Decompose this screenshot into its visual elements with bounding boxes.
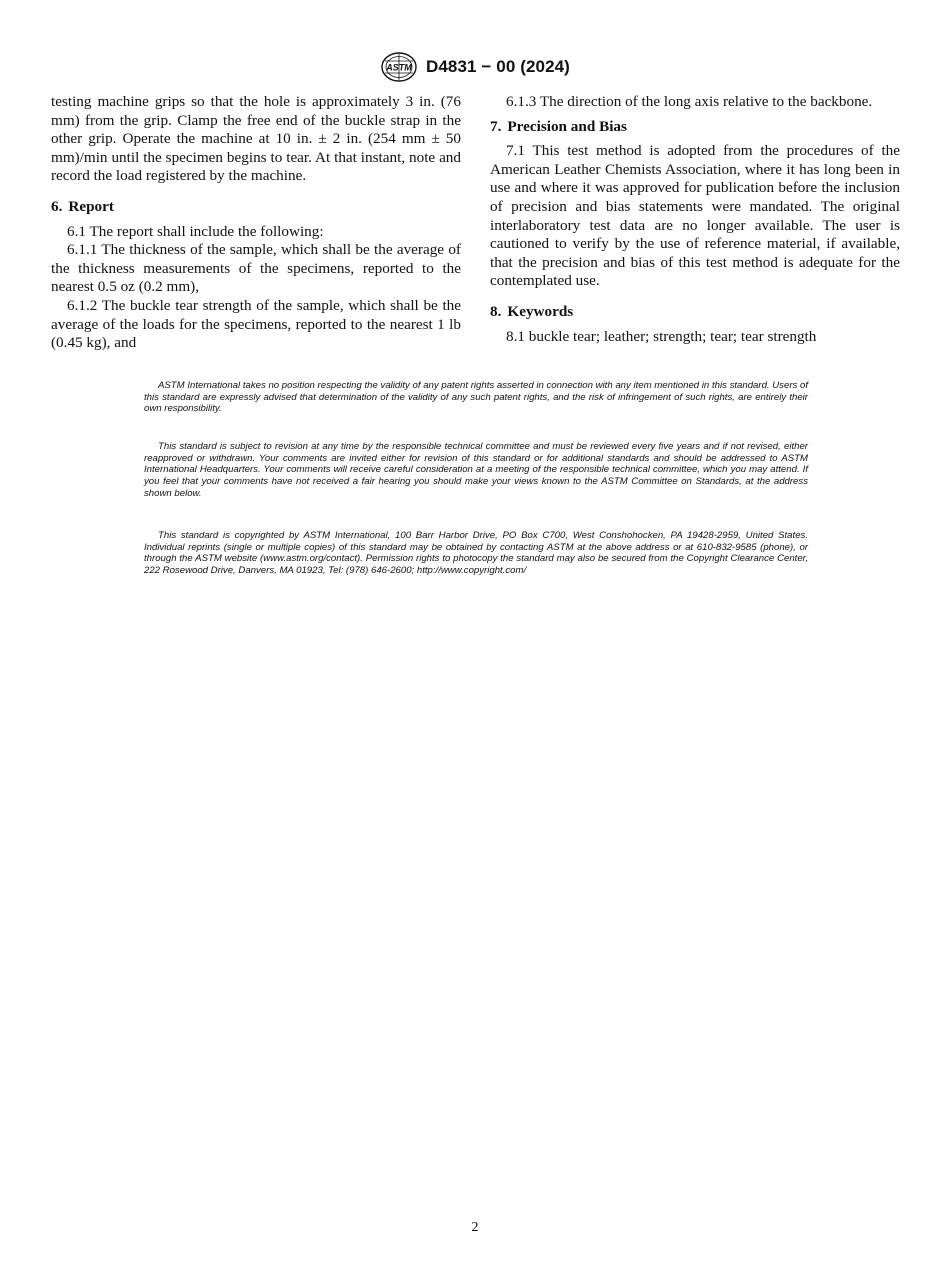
section-7-heading	[490, 118, 900, 137]
svg-text:ASTM: ASTM	[386, 62, 412, 73]
paragraph-8-1: 8.1 buckle tear; leather; strength; tear; tear strength	[506, 327, 817, 345]
paragraph-6-1: 6.1 The report shall include the following:	[67, 222, 324, 240]
section-7-title: Precision and Bias	[507, 117, 627, 135]
section-7-number: 7.	[490, 117, 502, 135]
patent-notice	[144, 380, 808, 415]
revision-notice-text: This standard is subject to revision at any time by the responsible technical committee and must be reviewed every five years and if not revised, either reapproved or withdrawn. Your comments are invited either for revision of this standard or for additional standards and should be addressed to ASTM International Headquarters. Your comments will receive careful consideration at a meeting of the responsible technical committee, which you may attend. If you feel that your comments have not received a fair hearing you should make your views known to the ASTM Committee on Standards, at the address shown below.	[144, 441, 808, 499]
left-column	[51, 93, 461, 353]
section-8-number: 8.	[490, 302, 502, 320]
section-6-title: Report	[68, 197, 114, 215]
revision-notice	[144, 441, 808, 500]
section-8-heading	[490, 303, 900, 322]
standard-designation: D4831 − 00 (2024)	[426, 57, 570, 76]
astm-logo-icon	[380, 51, 418, 83]
continuation-paragraph: testing machine grips so that the hole is approximately 3 in. (76 mm) from the grip. Clamp the free end of the buckle strap in the other grip. Operate the machine at 10 in. ± 2 in. (254 mm ± 50 mm)/min until the specimen begins to tear. At that instant, note and record the load registered by the machine.	[51, 93, 461, 185]
paragraph-7-1: 7.1 This test method is adopted from the procedures of the American Leather Chemists Association, where it has long been in use and where it was approved for publication before the inclusion of precision and bias statements were mandated. The original interlaboratory test data are no longer available. The user is cautioned to verify by the use of reference material, if available, that the precision and bias of this test method is adequate for the contemplated use.	[490, 142, 900, 290]
right-column	[490, 93, 900, 346]
paragraph-6-1-3: 6.1.3 The direction of the long axis relative to the backbone.	[506, 93, 873, 110]
copyright-notice	[144, 530, 808, 577]
patent-notice-text: ASTM International takes no position respecting the validity of any patent rights asserted in connection with any item mentioned in this standard. Users of this standard are expressly advised that determination of the validity of any such patent rights, and the risk of infringement of such rights, are entirely their own responsibility.	[144, 380, 808, 415]
page-header	[0, 51, 950, 85]
paragraph-6-1-1: 6.1.1 The thickness of the sample, which shall be the average of the thickness measurements of the specimens, reported to the nearest 0.5 oz (0.2 mm),	[51, 241, 461, 296]
section-8-title: Keywords	[507, 302, 574, 320]
copyright-notice-text: This standard is copyrighted by ASTM International, 100 Barr Harbor Drive, PO Box C700, West Conshohocken, PA 19428-2959, United States. Individual reprints (single or multiple copies) of this standard may be obtained by contacting ASTM at the above address or at 610-832-9585 (phone), or through the ASTM website (www.astm.org/contact). Permission rights to photocopy the standard may also be secured from the Copyright Clearance Center, 222 Rosewood Drive, Danvers, MA 01923, Tel: (978) 646-2600; http://www.copyright.com/	[144, 530, 808, 577]
page-number: 2	[471, 1220, 479, 1235]
section-6-number: 6.	[51, 197, 63, 215]
paragraph-6-1-2: 6.1.2 The buckle tear strength of the sample, which shall be the average of the loads for the specimens, reported to the nearest 1 lb (0.45 kg), and	[51, 296, 461, 352]
section-6-heading	[51, 198, 461, 217]
